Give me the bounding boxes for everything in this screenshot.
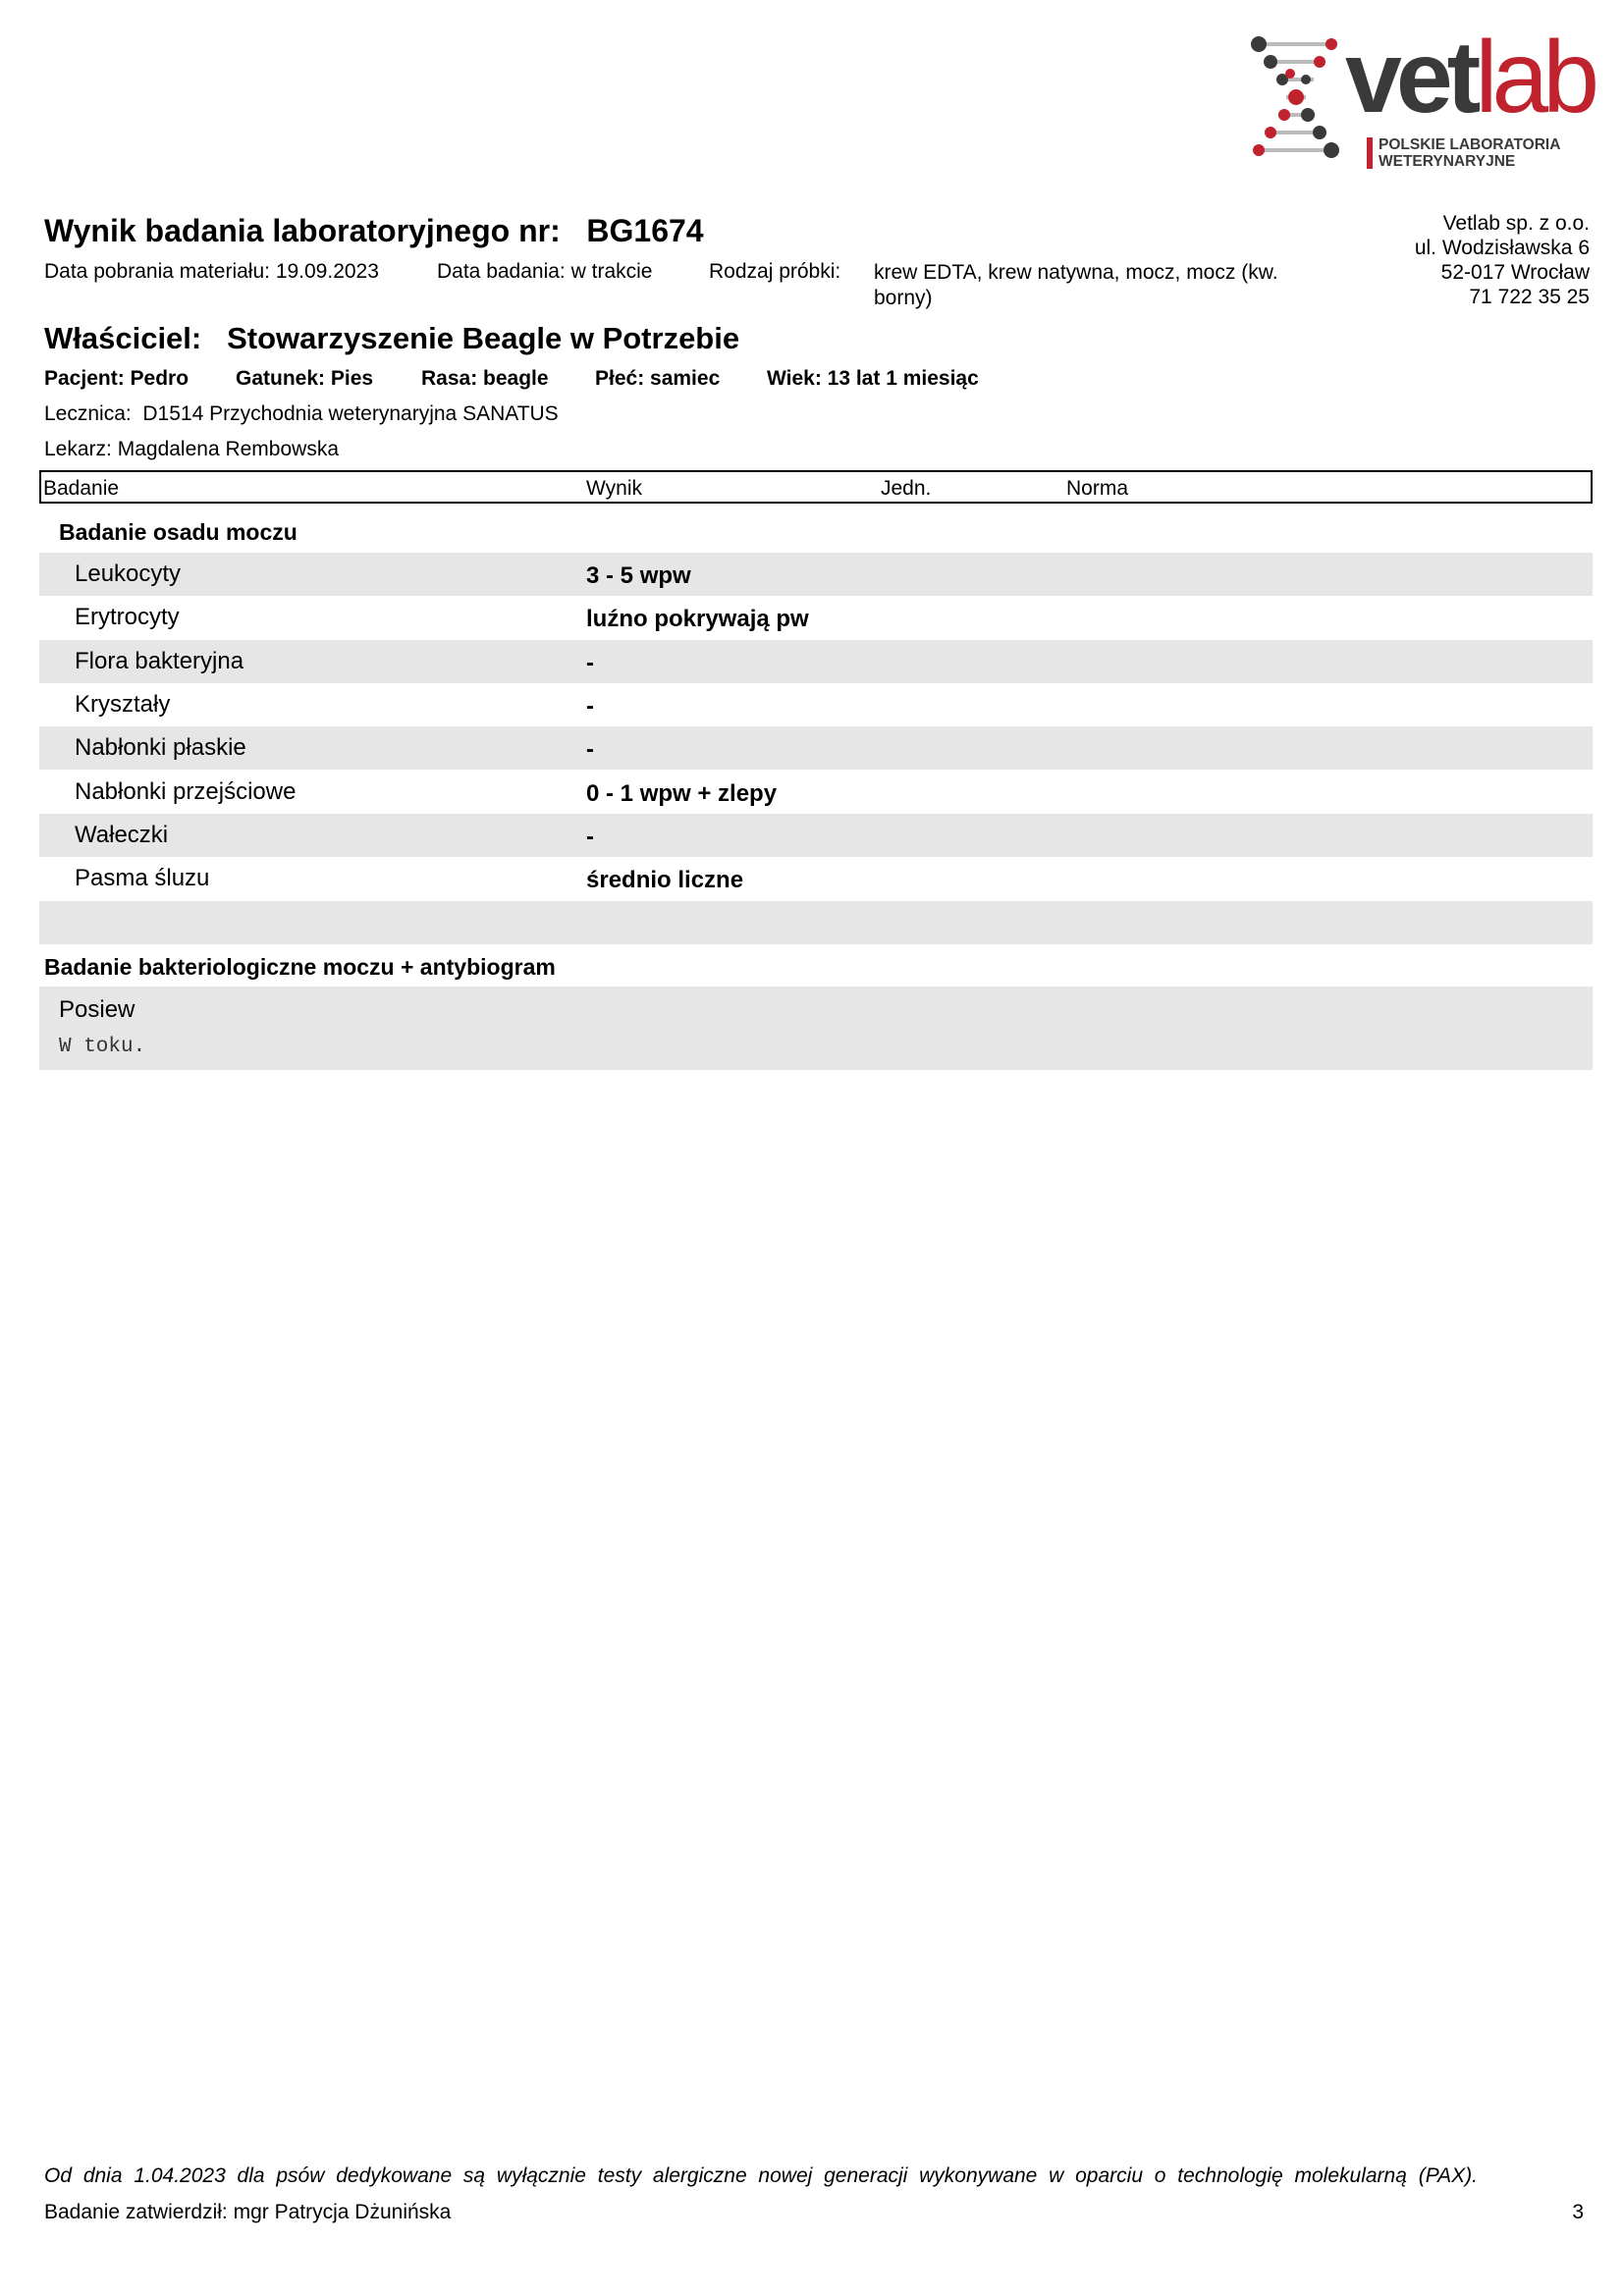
test-result: -: [586, 824, 594, 850]
test-result: -: [586, 736, 594, 763]
culture-value: W toku.: [59, 1036, 146, 1058]
patient-species: Gatunek: Pies: [236, 367, 374, 390]
patient-sex: Płeć: samiec: [595, 367, 721, 390]
test-name: Pasma śluzu: [75, 865, 210, 891]
test-result: -: [586, 693, 594, 720]
approved-by: Badanie zatwierdził: mgr Patrycja Dżunińska: [44, 2201, 452, 2223]
table-row: [39, 553, 1593, 596]
sample-type-label: Rodzaj próbki:: [709, 260, 841, 283]
test-name: Wałeczki: [75, 822, 169, 848]
report-number: BG1674: [586, 213, 704, 248]
test-name: Leukocyty: [75, 561, 182, 587]
section-title-urine-sediment: Badanie osadu moczu: [59, 519, 298, 545]
test-result: 0 - 1 wpw + zlepy: [586, 780, 778, 807]
doctor: Lekarz: Magdalena Rembowska: [44, 438, 340, 460]
logo-wordmark: vetlab: [1345, 21, 1595, 134]
logo-subtitle: POLSKIE LABORATORIA WETERYNARYJNE: [1379, 136, 1561, 170]
test-name: Flora bakteryjna: [75, 648, 244, 674]
owner: Właściciel: Stowarzyszenie Beagle w Potrzebie: [44, 321, 740, 355]
table-row: [39, 683, 1593, 726]
test-result: średnio liczne: [586, 867, 744, 893]
clinic: Lecznica: D1514 Przychodnia weterynaryjna SANATUS: [44, 402, 559, 425]
footer-note: Od dnia 1.04.2023 dla psów dedykowane są wyłącznie testy alergiczne nowej generacji wykonywane w oparciu o technologię molekularną (PAX).: [44, 2164, 1478, 2187]
page-number: 3: [1572, 2201, 1584, 2223]
col-header-norm: Norma: [1066, 477, 1129, 500]
lab-address: Vetlab sp. z o.o. ul. Wodzisławska 6 52-017 Wrocław 71 722 35 25: [1414, 212, 1590, 308]
dna-helix-icon: [1247, 34, 1345, 172]
test-result: -: [586, 650, 594, 676]
patient-name: Pacjent: Pedro: [44, 367, 189, 390]
sample-type-value: krew EDTA, krew natywna, mocz, mocz (kw. borny): [874, 261, 1278, 309]
test-name: Kryształy: [75, 691, 171, 718]
table-row: [39, 857, 1593, 900]
report-title: Wynik badania laboratoryjnego nr: BG1674: [44, 213, 704, 248]
exam-date: Data badania: w trakcie: [437, 260, 653, 283]
table-row: [39, 814, 1593, 857]
col-header-result: Wynik: [586, 477, 642, 500]
test-name: Nabłonki płaskie: [75, 734, 246, 761]
table-row: [39, 640, 1593, 683]
section-title-bacteriology: Badanie bakteriologiczne moczu + antybiogram: [44, 954, 556, 980]
results-table-header: [39, 470, 1593, 504]
test-result: 3 - 5 wpw: [586, 562, 691, 589]
vetlab-logo: [1247, 21, 1600, 177]
culture-label: Posiew: [59, 996, 135, 1023]
test-name: Nabłonki przejściowe: [75, 778, 297, 805]
col-header-unit: Jedn.: [881, 477, 932, 500]
col-header-test: Badanie: [43, 477, 120, 500]
table-row: [39, 726, 1593, 770]
table-row: [39, 771, 1593, 814]
patient-age: Wiek: 13 lat 1 miesiąc: [767, 367, 979, 390]
culture-result-box: [39, 987, 1593, 1070]
patient-breed: Rasa: beagle: [421, 367, 549, 390]
table-row: [39, 596, 1593, 639]
logo-accent-bar: [1367, 137, 1373, 169]
collection-date: Data pobrania materiału: 19.09.2023: [44, 260, 379, 283]
table-row-empty: [39, 901, 1593, 944]
test-result: luźno pokrywają pw: [586, 606, 809, 632]
test-name: Erytrocyty: [75, 604, 180, 630]
